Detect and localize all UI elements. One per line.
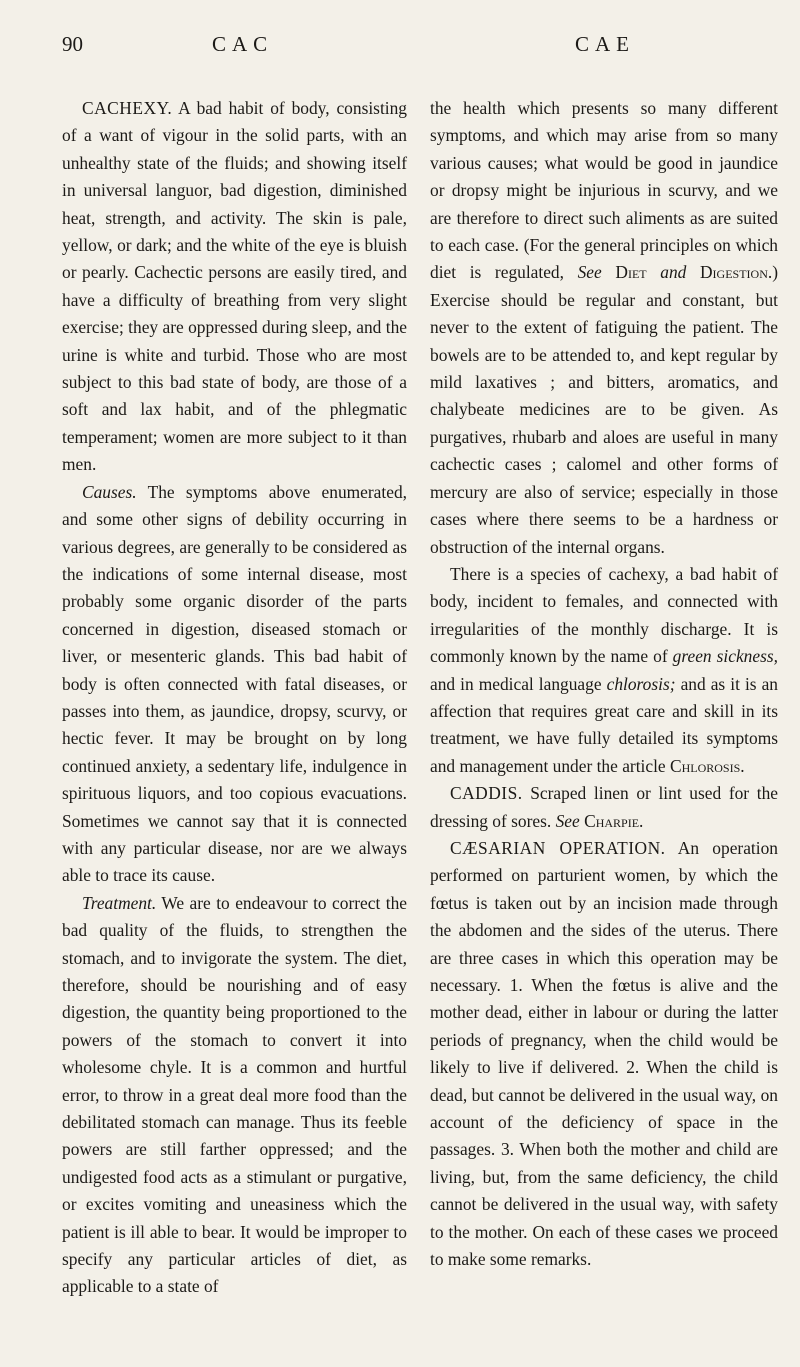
paragraph-continuation: [430, 95, 778, 561]
continuation-text: the health which presents so many different symptoms, and which may arise from so many various causes; what would be good in jaundice or dropsy might be injurious in scurvy, and we are therefore to direct such aliments as are suited to each case. (For the general principles on which diet is regulated,: [430, 98, 778, 283]
caddis-see: See: [555, 810, 580, 831]
chlorosis-text-3: and as it is an affection that requires great care and skill in its treatment, we have fully detailed its symptoms and management under the article: [430, 673, 778, 776]
running-header: [0, 22, 800, 62]
treatment-label: Treatment.: [82, 892, 157, 913]
page-number: 90: [62, 32, 83, 56]
green-sickness: green sickness,: [672, 646, 778, 667]
continuation-text-2: ) Exercise should be regular and constant, but never to the extent of fatiguing the patient. The bowels are to be attended to, and kept regular by mild laxatives ; and bitters, aromatics, and chalybeate medicines are to be given. As purgatives, rhubarb and aloes are useful in many cachectic cases ; calomel and other forms of mercury are also of service; especially in those cases where there seems to be a hardness or obstruction of the internal organs.: [430, 262, 779, 557]
entry-caddis: [430, 780, 778, 835]
caddis-body: Scraped linen or lint used for the dressing of sores.: [430, 783, 778, 831]
xref-diet: Diet: [615, 262, 647, 283]
right-column: [430, 95, 778, 1273]
headword-cachexy: CACHEXY.: [82, 98, 173, 118]
chlorosis-text: There is a species of cachexy, a bad habit of body, incident to females, and connected with irregularities of the monthly discharge. It is commonly known by the name of: [430, 563, 778, 667]
left-column: [62, 95, 407, 1301]
xref-digestion: Digestion.: [699, 262, 773, 283]
paragraph-chlorosis: [430, 561, 778, 780]
causes-label: Causes.: [82, 481, 137, 502]
chlorosis-term: chlorosis;: [606, 673, 676, 694]
left-running-head: CAC: [212, 32, 274, 56]
treatment-body: We are to endeavour to correct the bad quality of the fluids, to strengthen the stomach, and to invigorate the system. The diet, therefore, should be nourishing and of easy digestion, the quantity being proportioned to the powers of the stomach to convert it into wholesome chyle. It is a common and hurtful error, to throw in a great deal more food than the debilitated stomach can manage. Thus its feeble powers are still farther oppressed; and the undigested food acts as a stimulant or purgative, or excites vomiting and uneasiness which the patient is ill able to bear. It would be improper to specify any particular articles of diet, as applicable to a state of: [62, 892, 407, 1297]
right-running-head: CAE: [575, 32, 635, 56]
entry-caesarian-operation: [430, 835, 778, 1274]
paragraph-treatment: [62, 890, 407, 1301]
and-label: and: [660, 262, 687, 283]
paragraph-causes: [62, 479, 407, 890]
see-label: See: [577, 262, 602, 283]
headword-caddis: CADDIS.: [450, 783, 523, 804]
xref-charpie: Charpie.: [584, 810, 644, 831]
entry-cachexy: [62, 95, 407, 479]
headword-caesarian: CÆSARIAN OPERATION.: [450, 837, 666, 858]
caesarian-body: An operation performed on parturient women, by which the fœtus is taken out by an incision made through the abdomen and the sides of the uterus. There are three cases in which this operation may be necessary. 1. When the fœtus is alive and the mother dead, either in labour or during the latter periods of pregnancy, when the child would be likely to live if delivered. 2. When the child is dead, but cannot be delivered in the usual way, on account of the deficiency of space in the passages. 3. When both the mother and child are living, but, from the same deficiency, the child cannot be delivered in the usual way, with safety to the mother. On each of these cases we proceed to make some remarks.: [430, 837, 778, 1270]
xref-chlorosis: Chlorosis.: [669, 755, 745, 776]
causes-body: The symptoms above enumerated, and some other signs of debility occurring in various degrees, are generally to be considered as the indications of some internal disease, most probably some organic disorder of the parts concerned in digestion, diseased stomach or liver, or mesenteric glands. This bad habit of body is often connected with fatal diseases, or passes into them, as jaundice, dropsy, scurvy, or hectic fever. It may be brought on by long continued anxiety, a sedentary life, indulgence in spirituous liquors, and too copious evacuations. Sometimes we cannot say that it is connected with any particular disease, nor are we always able to trace its cause.: [62, 481, 407, 886]
cachexy-body: A bad habit of body, consisting of a want of vigour in the solid parts, with an unhealthy state of the fluids; and showing itself in universal languor, bad digestion, diminished heat, strength, and activity. The skin is pale, yellow, or dark; and the white of the eye is bluish or pearly. Cachectic persons are easily tired, and have a difficulty of breathing from very slight exercise; they are oppressed during sleep, and the urine is white and turbid. Those who are most subject to this bad state of body, are those of a soft and lax habit, and of the phlegmatic temperament; women are more subject to it than men.: [62, 98, 407, 475]
chlorosis-text-2: and in medical language: [430, 673, 607, 694]
